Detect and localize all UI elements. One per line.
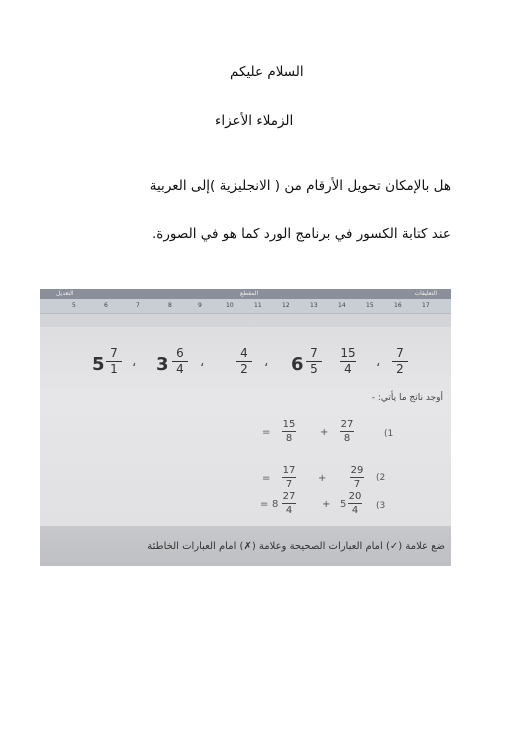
fraction-bar bbox=[282, 503, 296, 504]
ruler-number: 15 bbox=[366, 302, 374, 309]
mixed-whole: 6 bbox=[291, 354, 304, 375]
ruler-number: 9 bbox=[198, 302, 202, 309]
denominator: 2 bbox=[396, 362, 404, 376]
denominator: 7 bbox=[285, 479, 293, 490]
problem-index: (3 bbox=[376, 501, 386, 511]
denominator: 5 bbox=[310, 362, 318, 376]
problem-index: (2 bbox=[376, 473, 386, 483]
equals-sign: = bbox=[260, 499, 269, 510]
denominator: 8 bbox=[343, 433, 351, 444]
mixed-whole: 5 bbox=[92, 354, 105, 375]
ruler-number: 16 bbox=[394, 302, 402, 309]
equals-sign: = bbox=[262, 427, 271, 438]
denominator: 7 bbox=[353, 479, 361, 490]
instruction-text: ضع علامة (✓) امام العبارات الصحيحة وعلامة (✗) امام العبارات الخاطئة bbox=[147, 541, 445, 552]
ruler-number: 6 bbox=[104, 302, 108, 309]
problem-index: (1 bbox=[384, 429, 394, 439]
denominator: 2 bbox=[240, 362, 248, 376]
numerator: 27 bbox=[340, 419, 354, 430]
question-line-2: عند كتابة الكسور في برنامج الورد كما هو في الصورة. bbox=[152, 226, 451, 242]
denominator: 4 bbox=[344, 362, 352, 376]
numerator: 15 bbox=[282, 419, 296, 430]
denominator: 4 bbox=[351, 505, 359, 516]
mixed-whole: 8 bbox=[272, 499, 279, 510]
fraction bbox=[340, 419, 354, 444]
ruler-number: 5 bbox=[72, 302, 76, 309]
numerator: 29 bbox=[350, 465, 364, 476]
denominator: 4 bbox=[176, 362, 184, 376]
numerator: 15 bbox=[340, 346, 356, 360]
fraction bbox=[236, 347, 252, 376]
fraction bbox=[350, 465, 364, 490]
question-line-1: هل بالإمكان تحويل الأرقام من ( الانجليزية )إلى العربية bbox=[149, 178, 451, 194]
ribbon-label-comments: التعليقات bbox=[414, 290, 437, 297]
ruler-number: 7 bbox=[136, 302, 140, 309]
ruler-number: 10 bbox=[226, 302, 234, 309]
ribbon-label-section: المقطع bbox=[240, 290, 259, 297]
numerator: 27 bbox=[282, 491, 296, 502]
equals-sign: = bbox=[262, 473, 271, 484]
greeting-text: السلام عليكم bbox=[230, 64, 304, 80]
fraction bbox=[282, 419, 296, 444]
fraction-bar bbox=[350, 477, 364, 478]
fraction-bar bbox=[282, 477, 296, 478]
plus-sign: + bbox=[322, 499, 331, 510]
separator: ، bbox=[132, 355, 137, 370]
fraction bbox=[282, 465, 296, 490]
plus-sign: + bbox=[320, 427, 329, 438]
separator: ، bbox=[264, 355, 269, 370]
fraction bbox=[392, 347, 408, 376]
fraction bbox=[340, 347, 356, 376]
separator: ، bbox=[376, 355, 381, 370]
ribbon-label-edit: التعديل bbox=[56, 290, 74, 297]
ribbon-strip bbox=[40, 289, 451, 299]
fraction bbox=[106, 347, 122, 376]
numerator: 7 bbox=[310, 346, 318, 360]
fraction bbox=[306, 347, 322, 376]
word-screenshot-photo bbox=[40, 289, 451, 566]
numerator: 20 bbox=[348, 491, 362, 502]
fraction-bar bbox=[340, 431, 354, 432]
ruler-number: 13 bbox=[310, 302, 318, 309]
colleagues-text: الزملاء الأعزاء bbox=[215, 113, 294, 129]
numerator: 7 bbox=[110, 346, 118, 360]
fraction-bar bbox=[348, 503, 362, 504]
numerator: 4 bbox=[240, 346, 248, 360]
fraction bbox=[282, 491, 296, 516]
numerator: 17 bbox=[282, 465, 296, 476]
denominator: 4 bbox=[285, 505, 293, 516]
ruler-number: 17 bbox=[422, 302, 430, 309]
plus-sign: + bbox=[318, 473, 327, 484]
denominator: 8 bbox=[285, 433, 293, 444]
ruler-number: 8 bbox=[168, 302, 172, 309]
fraction bbox=[348, 491, 362, 516]
numerator: 7 bbox=[396, 346, 404, 360]
ruler-number: 12 bbox=[282, 302, 290, 309]
ruler-number: 14 bbox=[338, 302, 346, 309]
fraction-bar bbox=[282, 431, 296, 432]
separator: ، bbox=[200, 355, 205, 370]
word-ruler bbox=[40, 299, 451, 314]
section-title: أوجد ناتج ما يأتي: - bbox=[371, 393, 443, 403]
numerator: 6 bbox=[176, 346, 184, 360]
bottom-band bbox=[40, 526, 451, 566]
mixed-whole: 5 bbox=[340, 499, 347, 510]
cut-off-previous-line bbox=[40, 313, 451, 327]
fraction bbox=[172, 347, 188, 376]
ruler-number: 11 bbox=[254, 302, 262, 309]
mixed-whole: 3 bbox=[156, 354, 169, 375]
denominator: 1 bbox=[110, 362, 118, 376]
